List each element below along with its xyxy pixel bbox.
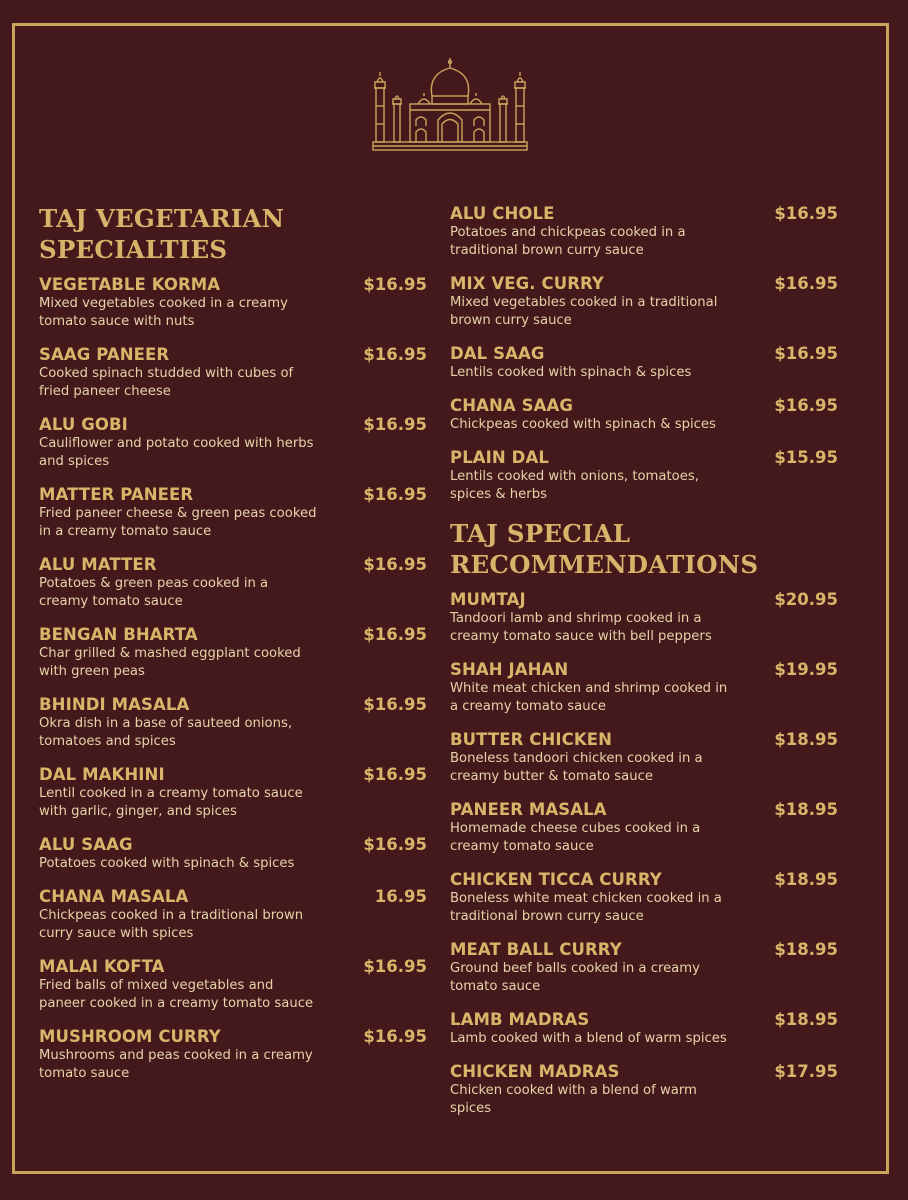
section-title-line: RECOMMENDATIONS (450, 550, 759, 579)
menu-item-description: Fried paneer cheese & green peas cooked in a creamy tomato sauce (39, 506, 317, 539)
menu-item (450, 660, 838, 716)
menu-item (450, 1062, 838, 1118)
menu-item-price: $18.95 (774, 870, 838, 889)
menu-item (450, 1010, 838, 1048)
section-title-vegetarian (39, 203, 427, 265)
menu-item-price: $16.95 (363, 1027, 427, 1046)
menu-item-description: Lentils cooked with onions, tomatoes, spices & herbs (450, 469, 699, 502)
menu-item-description: Chickpeas cooked with spinach & spices (450, 417, 716, 432)
menu-item-name: CHICKEN TICCA CURRY (450, 870, 662, 889)
menu-item-description: Cauliflower and potato cooked with herbs and spices (39, 436, 314, 469)
menu-item-header (450, 274, 838, 294)
menu-item-name: MEAT BALL CURRY (450, 940, 622, 959)
menu-item (450, 870, 838, 926)
menu-item (39, 765, 427, 821)
section-title-line: TAJ VEGETARIAN (39, 204, 285, 233)
menu-item-price: $19.95 (774, 660, 838, 679)
menu-item-price: $15.95 (774, 448, 838, 467)
menu-item-price: 16.95 (374, 887, 427, 906)
menu-item-header (39, 1027, 427, 1047)
menu-item-header (450, 590, 838, 610)
menu-item-description: Chickpeas cooked in a traditional brown curry sauce with spices (39, 908, 304, 941)
menu-item-header (450, 204, 838, 224)
menu-item-description: Boneless white meat chicken cooked in a traditional brown curry sauce (450, 891, 722, 924)
menu-item-name: SAAG PANEER (39, 345, 170, 364)
menu-item-price: $18.95 (774, 730, 838, 749)
menu-item (450, 448, 838, 504)
menu-item-description: Chicken cooked with a blend of warm spices (450, 1083, 697, 1116)
menu-item-description: Char grilled & mashed eggplant cooked with green peas (39, 646, 301, 679)
menu-item-header (450, 396, 838, 416)
menu-item-header (450, 448, 838, 468)
menu-item (450, 730, 838, 786)
menu-item-price: $16.95 (363, 485, 427, 504)
menu-item-header (39, 275, 427, 295)
section-title-special (450, 518, 838, 580)
menu-item-name: LAMB MADRAS (450, 1010, 590, 1029)
menu-item-name: DAL SAAG (450, 344, 545, 363)
menu-item-header (450, 870, 838, 890)
menu-item-name: BENGAN BHARTA (39, 625, 198, 644)
menu-item-price: $16.95 (363, 415, 427, 434)
menu-item-name: VEGETABLE KORMA (39, 275, 221, 294)
menu-item (39, 1027, 427, 1083)
menu-item-price: $16.95 (363, 345, 427, 364)
menu-item-name: PLAIN DAL (450, 448, 549, 467)
menu-item-price: $16.95 (774, 274, 838, 293)
menu-item-header (450, 344, 838, 364)
menu-item-name: ALU SAAG (39, 835, 133, 854)
menu-item (450, 590, 838, 646)
menu-item (39, 555, 427, 611)
menu-item-name: ALU CHOLE (450, 204, 555, 223)
menu-item-price: $16.95 (363, 835, 427, 854)
menu-item-header (39, 415, 427, 435)
menu-item-header (39, 887, 427, 907)
section-title-line: TAJ SPECIAL (450, 519, 631, 548)
menu-item-header (39, 957, 427, 977)
menu-item-description: Tandoori lamb and shrimp cooked in a creamy tomato sauce with bell peppers (450, 611, 712, 644)
menu-item-price: $16.95 (363, 625, 427, 644)
menu-item-price: $18.95 (774, 1010, 838, 1029)
menu-item-price: $16.95 (363, 695, 427, 714)
menu-item-name: SHAH JAHAN (450, 660, 569, 679)
menu-item-price: $18.95 (774, 800, 838, 819)
menu-item-description: Ground beef balls cooked in a creamy tomato sauce (450, 961, 700, 994)
menu-item-name: CHANA SAAG (450, 396, 573, 415)
taj-mahal-icon (370, 52, 530, 154)
menu-item-price: $16.95 (774, 204, 838, 223)
menu-item-description: Mushrooms and peas cooked in a creamy tomato sauce (39, 1048, 313, 1081)
menu-item (39, 415, 427, 471)
menu-item (450, 940, 838, 996)
menu-item-description: Cooked spinach studded with cubes of fried paneer cheese (39, 366, 294, 399)
menu-item-name: CHANA MASALA (39, 887, 189, 906)
menu-item-description: Mixed vegetables cooked in a traditional brown curry sauce (450, 295, 718, 328)
menu-item (39, 485, 427, 541)
menu-item-name: BUTTER CHICKEN (450, 730, 613, 749)
menu-item (450, 800, 838, 856)
menu-item-description: Mixed vegetables cooked in a creamy tomato sauce with nuts (39, 296, 288, 329)
menu-item (39, 695, 427, 751)
menu-item-name: DAL MAKHINI (39, 765, 165, 784)
menu-item-name: ALU GOBI (39, 415, 128, 434)
menu-item-description: Lentil cooked in a creamy tomato sauce with garlic, ginger, and spices (39, 786, 303, 819)
menu-item (450, 204, 838, 260)
menu-item-price: $20.95 (774, 590, 838, 609)
menu-item-name: BHINDI MASALA (39, 695, 190, 714)
menu-item-price: $16.95 (363, 275, 427, 294)
menu-item-price: $16.95 (363, 957, 427, 976)
menu-item-description: Homemade cheese cubes cooked in a creamy tomato sauce (450, 821, 701, 854)
menu-item-price: $18.95 (774, 940, 838, 959)
menu-item-header (450, 1062, 838, 1082)
menu-item-description: Lentils cooked with spinach & spices (450, 365, 692, 380)
menu-item (39, 957, 427, 1013)
menu-item-header (450, 1010, 838, 1030)
menu-item-name: MIX VEG. CURRY (450, 274, 604, 293)
left-column (39, 203, 427, 1097)
menu-item (450, 396, 838, 434)
menu-item-description: Potatoes cooked with spinach & spices (39, 856, 295, 871)
menu-item-header (39, 345, 427, 365)
menu-item-name: CHICKEN MADRAS (450, 1062, 620, 1081)
menu-item-header (39, 555, 427, 575)
menu-item-name: MALAI KOFTA (39, 957, 165, 976)
menu-item-description: Potatoes & green peas cooked in a creamy tomato sauce (39, 576, 269, 609)
menu-item-header (39, 485, 427, 505)
menu-item-description: Lamb cooked with a blend of warm spices (450, 1031, 727, 1046)
menu-item-price: $16.95 (774, 344, 838, 363)
right-column (450, 204, 838, 1132)
menu-item-description: Potatoes and chickpeas cooked in a traditional brown curry sauce (450, 225, 686, 258)
menu-item (450, 274, 838, 330)
menu-item-description: White meat chicken and shrimp cooked in a creamy tomato sauce (450, 681, 728, 714)
menu-item-header (39, 835, 427, 855)
menu-item-header (450, 940, 838, 960)
menu-item-header (39, 695, 427, 715)
section-title-line: SPECIALTIES (39, 235, 228, 264)
menu-item-price: $16.95 (363, 555, 427, 574)
menu-item-name: MUSHROOM CURRY (39, 1027, 221, 1046)
menu-item-price: $16.95 (774, 396, 838, 415)
menu-item-price: $16.95 (363, 765, 427, 784)
menu-item-header (39, 765, 427, 785)
menu-item-price: $17.95 (774, 1062, 838, 1081)
menu-item-description: Boneless tandoori chicken cooked in a creamy butter & tomato sauce (450, 751, 703, 784)
menu-item-description: Okra dish in a base of sauteed onions, tomatoes and spices (39, 716, 293, 749)
menu-item-description: Fried balls of mixed vegetables and paneer cooked in a creamy tomato sauce (39, 978, 314, 1011)
menu-item-header (450, 730, 838, 750)
menu-item-name: MATTER PANEER (39, 485, 194, 504)
menu-item-header (450, 800, 838, 820)
menu-item (39, 625, 427, 681)
menu-item-header (450, 660, 838, 680)
menu-item (39, 887, 427, 943)
menu-item (39, 835, 427, 873)
menu-item-name: PANEER MASALA (450, 800, 607, 819)
menu-item-header (39, 625, 427, 645)
menu-item (39, 345, 427, 401)
menu-item-name: MUMTAJ (450, 590, 526, 609)
menu-item (450, 344, 838, 382)
menu-item (39, 275, 427, 331)
menu-item-name: ALU MATTER (39, 555, 157, 574)
